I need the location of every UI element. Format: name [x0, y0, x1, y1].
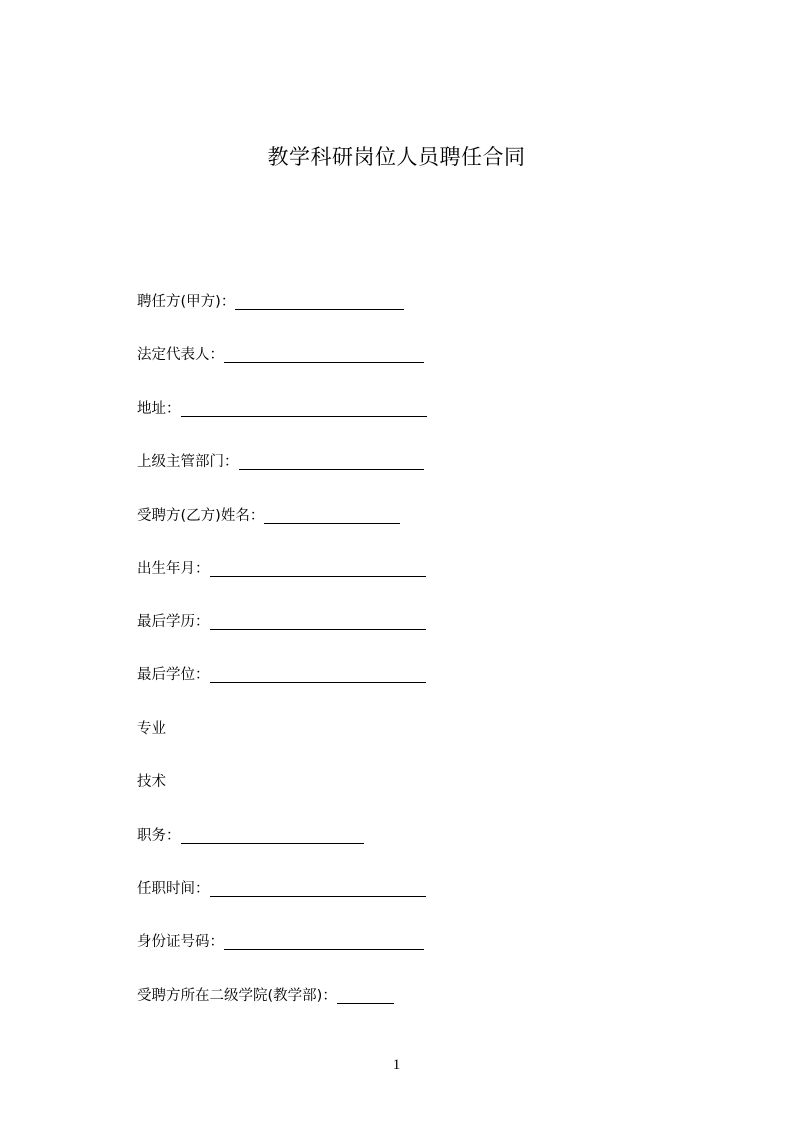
- field-technical: [137, 768, 166, 792]
- field-employee-name: [137, 502, 400, 526]
- field-position-blank[interactable]: [181, 826, 364, 844]
- document-title: 教学科研岗位人员聘任合同: [267, 145, 526, 169]
- field-birth-date-blank[interactable]: [210, 559, 426, 577]
- field-highest-education-label: 最后学历：: [137, 614, 210, 630]
- field-supervising-department-blank[interactable]: [239, 452, 424, 470]
- field-college-label: 受聘方所在二级学院(教学部)：: [137, 988, 337, 1004]
- field-technical-label: 技术: [137, 774, 166, 790]
- field-appointment-time: [137, 875, 426, 899]
- field-birth-date: [137, 555, 426, 579]
- field-employer-blank[interactable]: [235, 292, 404, 310]
- field-college-blank[interactable]: [337, 986, 394, 1004]
- field-highest-degree-label: 最后学位：: [137, 667, 210, 683]
- field-address-label: 地址：: [137, 401, 181, 417]
- field-major-label: 专业: [137, 721, 166, 737]
- field-id-number-label: 身份证号码：: [137, 934, 224, 950]
- field-legal-representative-blank[interactable]: [224, 345, 424, 363]
- field-highest-education: [137, 608, 426, 632]
- field-highest-degree-blank[interactable]: [210, 665, 426, 683]
- field-highest-degree: [137, 661, 426, 685]
- field-appointment-time-blank[interactable]: [210, 879, 426, 897]
- field-employer: [137, 288, 404, 312]
- field-id-number: [137, 928, 424, 952]
- field-employee-name-blank[interactable]: [264, 506, 400, 524]
- field-supervising-department: [137, 448, 424, 472]
- field-highest-education-blank[interactable]: [210, 612, 426, 630]
- field-employee-name-label: 受聘方(乙方)姓名：: [137, 508, 265, 524]
- field-appointment-time-label: 任职时间：: [137, 881, 210, 897]
- field-birth-date-label: 出生年月：: [137, 561, 210, 577]
- field-address: [137, 395, 427, 419]
- field-address-blank[interactable]: [181, 399, 427, 417]
- field-major: [137, 715, 166, 739]
- page-number: 1: [392, 1057, 401, 1073]
- field-college: [137, 982, 394, 1006]
- field-legal-representative: [137, 341, 424, 365]
- field-supervising-department-label: 上级主管部门：: [137, 454, 239, 470]
- field-id-number-blank[interactable]: [224, 932, 424, 950]
- field-legal-representative-label: 法定代表人：: [137, 347, 224, 363]
- field-employer-label: 聘任方(甲方)：: [137, 294, 236, 310]
- field-position: [137, 822, 364, 846]
- field-position-label: 职务：: [137, 828, 181, 844]
